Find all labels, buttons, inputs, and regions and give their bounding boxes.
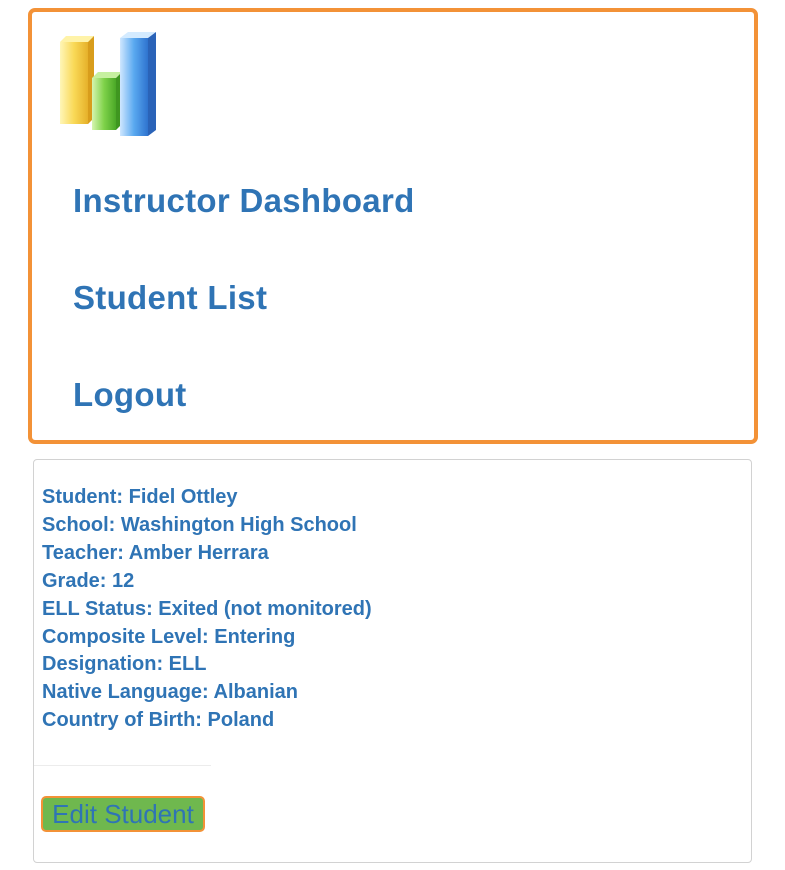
student-country-of-birth: Country of Birth: Poland: [42, 709, 275, 732]
divider: [34, 765, 211, 766]
nav-link-student-list[interactable]: Student List: [73, 279, 268, 316]
nav-link-instructor-dashboard[interactable]: Instructor Dashboard: [73, 182, 415, 219]
student-composite-level: Composite Level: Entering: [42, 625, 296, 648]
student-info-card: [33, 459, 752, 863]
student-school: School: Washington High School: [42, 513, 357, 536]
edit-student-button[interactable]: Edit Student: [41, 796, 205, 832]
student-teacher: Teacher: Amber Herrara: [42, 541, 269, 564]
student-ell-status: ELL Status: Exited (not monitored): [42, 597, 372, 620]
student-native-language: Native Language: Albanian: [42, 681, 298, 704]
student-info-list: [42, 484, 372, 735]
student-name: Student: Fidel Ottley: [42, 486, 238, 508]
student-grade: Grade: 12: [42, 569, 135, 592]
nav-panel: [28, 8, 758, 444]
nav-link-logout[interactable]: Logout: [73, 376, 187, 413]
student-designation: Designation: ELL: [42, 653, 207, 676]
bar-chart-logo-icon: [58, 30, 158, 138]
